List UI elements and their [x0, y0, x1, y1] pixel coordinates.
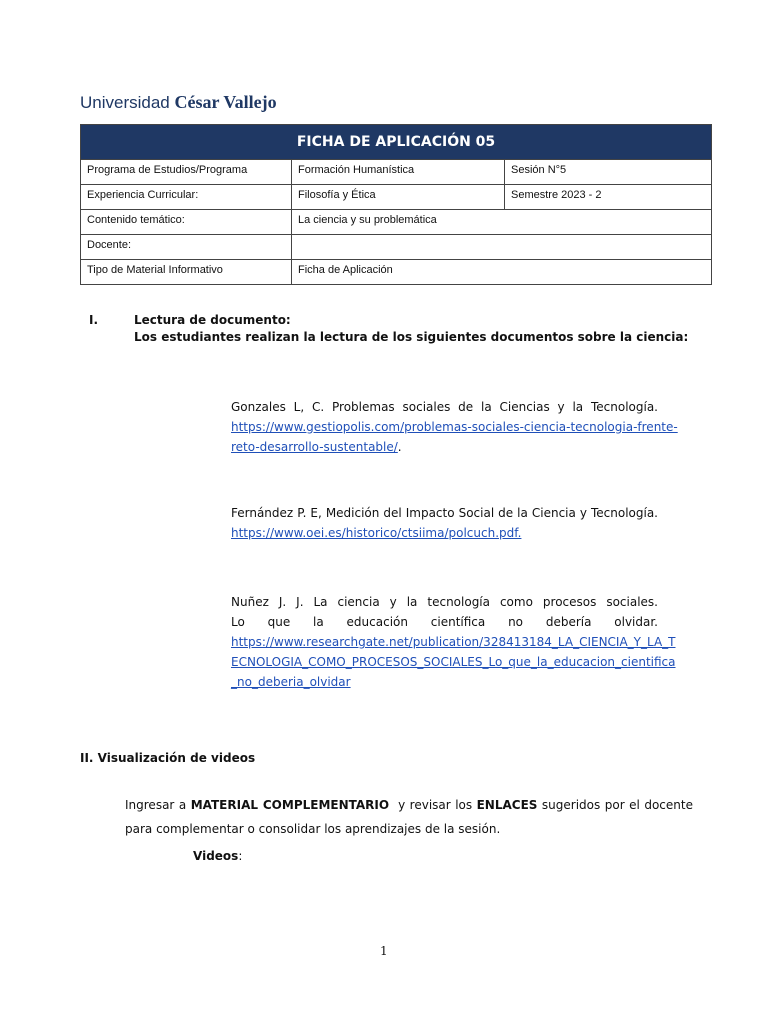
- reference-text: Gonzales L, C. Problemas sociales de la Ciencias y la Tecnología.: [231, 400, 658, 414]
- table-cell: Filosofía y Ética: [292, 185, 505, 210]
- reference-text: Nuñez J. J. La ciencia y la tecnología como procesos sociales.: [231, 595, 658, 609]
- reference-link[interactable]: ECNOLOGIA_COMO_PROCESOS_SOCIALES_Lo_que_la_educacion_cientifica: [231, 655, 676, 669]
- table-title-row: [81, 125, 712, 160]
- table-row: [81, 235, 712, 260]
- reference-2: [231, 503, 658, 543]
- table-cell: Programa de Estudios/Programa: [81, 160, 292, 185]
- section2-item: Ingresar a MATERIAL COMPLEMENTARIO y revisar los ENLACES sugeridos por el docente para complementar o consolidar los aprendizajes de la sesión.: [125, 798, 693, 836]
- table-cell: [292, 235, 712, 260]
- reference-link[interactable]: https://www.gestiopolis.com/problemas-sociales-ciencia-tecnologia-frente-: [231, 420, 678, 434]
- section1-number: I.: [89, 313, 99, 327]
- table-cell: Ficha de Aplicación: [292, 260, 712, 285]
- info-table: [80, 124, 712, 285]
- reference-3: [231, 592, 676, 692]
- table-cell: Tipo de Material Informativo: [81, 260, 292, 285]
- table-row: [81, 210, 712, 235]
- reference-link[interactable]: https://www.researchgate.net/publication/328413184_LA_CIENCIA_Y_LA_T: [231, 635, 676, 649]
- reference-text: Lo que la educación científica no debería olvidar.: [231, 615, 658, 629]
- table-cell: Experiencia Curricular:: [81, 185, 292, 210]
- enlaces: ENLACES: [476, 798, 538, 812]
- section1-subtitle: Los estudiantes realizan la lectura de los siguientes documentos sobre la ciencia:: [134, 330, 689, 344]
- table-title: FICHA DE APLICACIÓN 05: [81, 125, 712, 160]
- table-cell: Formación Humanística: [292, 160, 505, 185]
- university-name-part2: César Vallejo: [174, 92, 277, 112]
- reference-link[interactable]: _no_deberia_olvidar: [231, 675, 351, 689]
- section1-title: Lectura de documento:: [134, 313, 291, 327]
- reference-link[interactable]: reto-desarrollo-sustentable/: [231, 440, 398, 454]
- table-cell: Sesión N°5: [505, 160, 712, 185]
- table-cell: Docente:: [81, 235, 292, 260]
- university-name-part1: Universidad: [80, 93, 170, 112]
- university-name: [80, 92, 277, 113]
- table-row: [81, 260, 712, 285]
- reference-link[interactable]: https://www.oei.es/historico/ctsiima/polcuch.pdf.: [231, 526, 522, 540]
- table-row: [81, 160, 712, 185]
- table-cell: La ciencia y su problemática: [292, 210, 712, 235]
- reference-text: Fernández P. E, Medición del Impacto Social de la Ciencia y Tecnología.: [231, 506, 658, 520]
- table-cell: Contenido temático:: [81, 210, 292, 235]
- page-number: 1: [380, 944, 388, 958]
- material-complementario: MATERIAL COMPLEMENTARIO: [190, 798, 390, 812]
- videos-label: Videos:: [193, 849, 243, 863]
- section2-title: II. Visualización de videos: [80, 751, 256, 765]
- table-cell: Semestre 2023 - 2: [505, 185, 712, 210]
- reference-link-suffix: .: [397, 440, 402, 454]
- table-row: [81, 185, 712, 210]
- reference-1: [231, 397, 678, 457]
